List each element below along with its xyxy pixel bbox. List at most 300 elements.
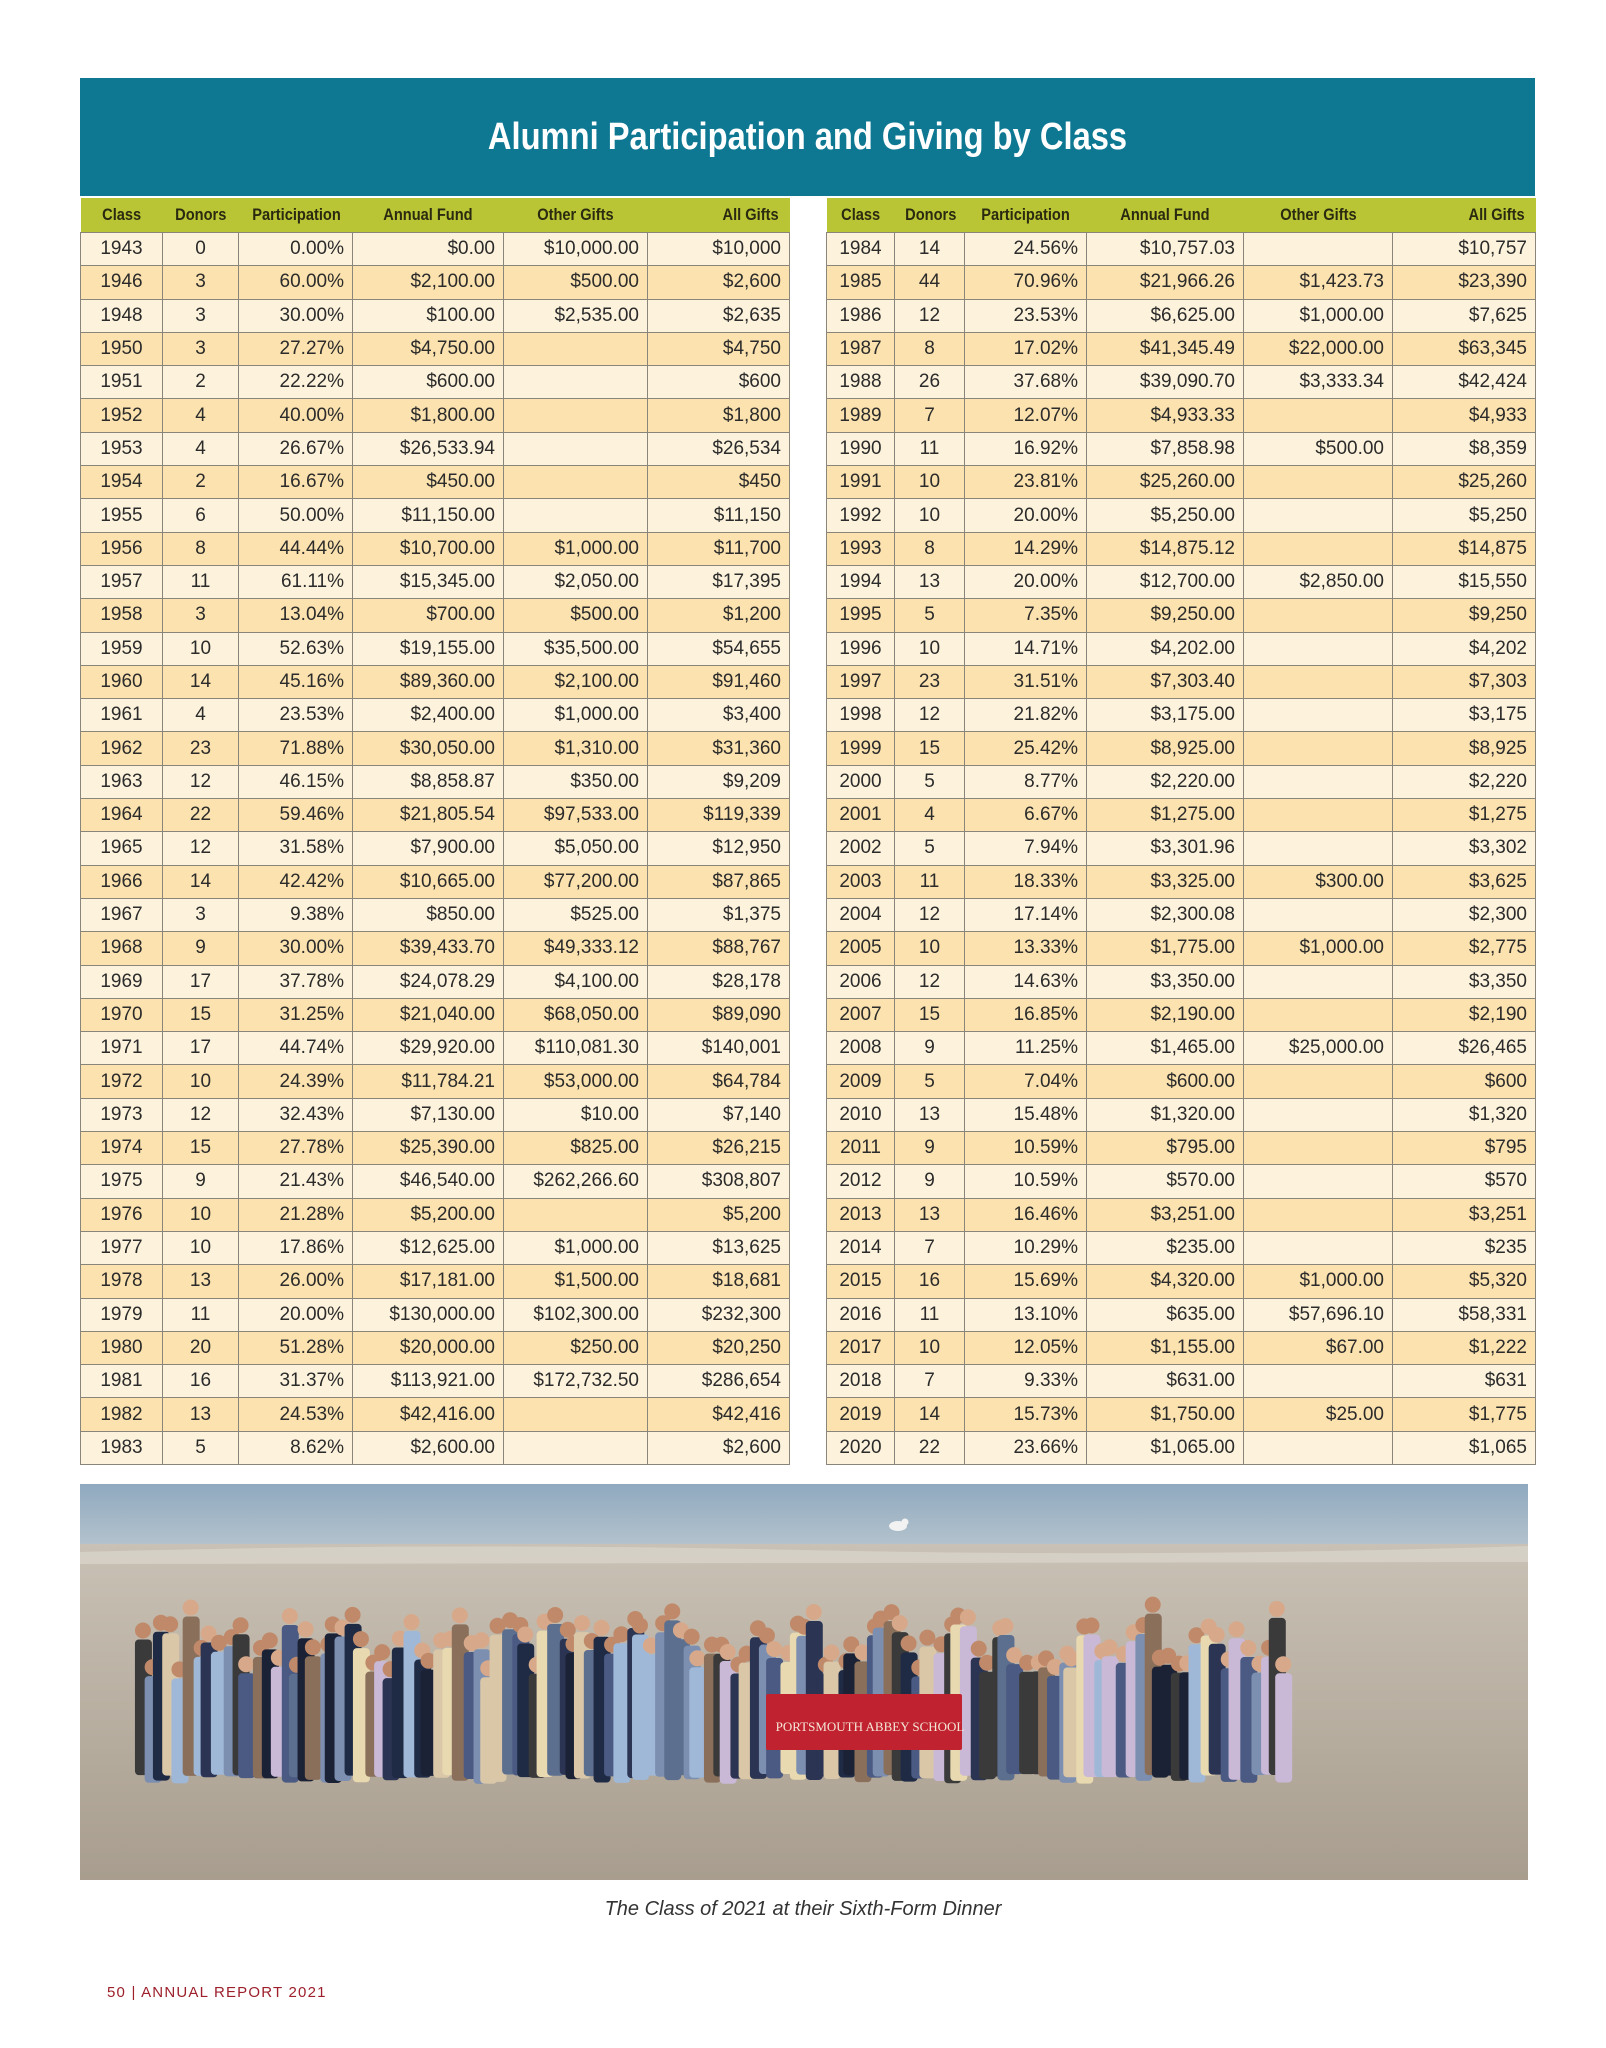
cell-class: 2005 xyxy=(827,932,895,965)
cell-class: 1973 xyxy=(81,1098,163,1131)
person-head xyxy=(345,1607,361,1623)
cell-other-gifts: $53,000.00 xyxy=(504,1065,648,1098)
cell-class: 2011 xyxy=(827,1132,895,1165)
cell-donors: 9 xyxy=(163,1165,239,1198)
person-head xyxy=(632,1617,648,1633)
cell-participation: 12.07% xyxy=(965,399,1087,432)
table-row xyxy=(81,432,790,465)
table-row xyxy=(827,1265,1536,1298)
cell-class: 2008 xyxy=(827,1032,895,1065)
cell-donors: 10 xyxy=(163,1065,239,1098)
cell-all-gifts: $5,250 xyxy=(1393,499,1536,532)
cell-participation: 21.28% xyxy=(239,1198,353,1231)
cell-donors: 5 xyxy=(895,1065,965,1098)
cell-class: 1959 xyxy=(81,632,163,665)
cell-annual-fund: $2,300.08 xyxy=(1087,898,1244,931)
cell-donors: 11 xyxy=(163,565,239,598)
cell-participation: 71.88% xyxy=(239,732,353,765)
cell-class: 1981 xyxy=(81,1365,163,1398)
cell-participation: 0.00% xyxy=(239,233,353,266)
cell-annual-fund: $4,750.00 xyxy=(353,332,504,365)
cell-class: 1969 xyxy=(81,965,163,998)
cell-participation: 23.66% xyxy=(965,1431,1087,1464)
cell-other-gifts: $3,333.34 xyxy=(1244,366,1393,399)
cell-participation: 10.59% xyxy=(965,1165,1087,1198)
cell-participation: 44.74% xyxy=(239,1032,353,1065)
column-header-other-gifts: Other Gifts xyxy=(504,198,648,233)
cell-all-gifts: $2,220 xyxy=(1393,765,1536,798)
cell-other-gifts: $49,333.12 xyxy=(504,932,648,965)
cell-other-gifts: $2,535.00 xyxy=(504,299,648,332)
cell-all-gifts: $286,654 xyxy=(648,1365,790,1398)
cell-annual-fund: $10,700.00 xyxy=(353,532,504,565)
table-row xyxy=(827,1098,1536,1131)
cell-class: 1979 xyxy=(81,1298,163,1331)
cell-annual-fund: $30,050.00 xyxy=(353,732,504,765)
person-head xyxy=(1240,1640,1256,1656)
cell-participation: 17.02% xyxy=(965,332,1087,365)
column-header-donors: Donors xyxy=(895,198,965,233)
cell-class: 1970 xyxy=(81,998,163,1031)
cell-all-gifts: $13,625 xyxy=(648,1231,790,1264)
cell-participation: 13.33% xyxy=(965,932,1087,965)
cell-class: 1972 xyxy=(81,1065,163,1098)
cell-all-gifts: $308,807 xyxy=(648,1165,790,1198)
cell-donors: 3 xyxy=(163,266,239,299)
cell-donors: 10 xyxy=(895,632,965,665)
cell-annual-fund: $700.00 xyxy=(353,599,504,632)
cell-all-gifts: $14,875 xyxy=(1393,532,1536,565)
table-row xyxy=(827,332,1536,365)
cell-donors: 16 xyxy=(163,1365,239,1398)
cell-all-gifts: $17,395 xyxy=(648,565,790,598)
cell-class: 1994 xyxy=(827,565,895,598)
cell-all-gifts: $7,140 xyxy=(648,1098,790,1131)
cell-participation: 23.81% xyxy=(965,466,1087,499)
person-head xyxy=(547,1607,563,1623)
cell-class: 1955 xyxy=(81,499,163,532)
cell-donors: 2 xyxy=(163,466,239,499)
column-header-other-gifts: Other Gifts xyxy=(1244,198,1393,233)
cell-donors: 12 xyxy=(895,965,965,998)
cell-class: 1968 xyxy=(81,932,163,965)
table-row xyxy=(827,765,1536,798)
table-row xyxy=(827,632,1536,665)
table-row xyxy=(81,1065,790,1098)
cell-other-gifts: $1,423.73 xyxy=(1244,266,1393,299)
cell-other-gifts xyxy=(1244,1065,1393,1098)
school-banner xyxy=(766,1694,964,1750)
cell-donors: 8 xyxy=(895,532,965,565)
cell-participation: 14.71% xyxy=(965,632,1087,665)
cell-other-gifts: $5,050.00 xyxy=(504,832,648,865)
cell-class: 1960 xyxy=(81,665,163,698)
cell-annual-fund: $0.00 xyxy=(353,233,504,266)
table-row xyxy=(81,1231,790,1264)
cell-other-gifts: $2,850.00 xyxy=(1244,565,1393,598)
cell-donors: 3 xyxy=(163,299,239,332)
cell-participation: 14.29% xyxy=(965,532,1087,565)
cell-donors: 23 xyxy=(895,665,965,698)
cell-other-gifts: $25.00 xyxy=(1244,1398,1393,1431)
cell-annual-fund: $1,775.00 xyxy=(1087,932,1244,965)
cell-all-gifts: $87,865 xyxy=(648,865,790,898)
cell-donors: 26 xyxy=(895,366,965,399)
cell-other-gifts: $1,000.00 xyxy=(1244,299,1393,332)
cell-class: 2015 xyxy=(827,1265,895,1298)
cell-participation: 9.38% xyxy=(239,898,353,931)
cell-annual-fund: $5,200.00 xyxy=(353,1198,504,1231)
cell-annual-fund: $21,966.26 xyxy=(1087,266,1244,299)
cell-class: 2012 xyxy=(827,1165,895,1198)
cell-class: 2003 xyxy=(827,865,895,898)
table-row xyxy=(827,1365,1536,1398)
cell-class: 1952 xyxy=(81,399,163,432)
page-footer: 50 | ANNUAL REPORT 2021 xyxy=(107,1984,327,2001)
cell-donors: 17 xyxy=(163,965,239,998)
cell-annual-fund: $795.00 xyxy=(1087,1132,1244,1165)
cell-other-gifts xyxy=(1244,233,1393,266)
cell-other-gifts xyxy=(1244,965,1393,998)
table-row xyxy=(81,998,790,1031)
cell-class: 2007 xyxy=(827,998,895,1031)
column-header-all-gifts: All Gifts xyxy=(1393,198,1536,233)
cell-class: 1946 xyxy=(81,266,163,299)
cell-all-gifts: $12,950 xyxy=(648,832,790,865)
cell-annual-fund: $8,925.00 xyxy=(1087,732,1244,765)
cell-all-gifts: $91,460 xyxy=(648,665,790,698)
cell-other-gifts xyxy=(1244,1231,1393,1264)
cell-participation: 10.29% xyxy=(965,1231,1087,1264)
person-head xyxy=(1209,1627,1225,1643)
cell-all-gifts: $600 xyxy=(648,366,790,399)
cell-all-gifts: $631 xyxy=(1393,1365,1536,1398)
cell-participation: 46.15% xyxy=(239,765,353,798)
person-head xyxy=(473,1632,489,1648)
cell-other-gifts: $250.00 xyxy=(504,1331,648,1364)
table-row xyxy=(81,1331,790,1364)
cell-class: 1978 xyxy=(81,1265,163,1298)
cell-other-gifts xyxy=(504,432,648,465)
cell-all-gifts: $9,209 xyxy=(648,765,790,798)
person-head xyxy=(1269,1601,1285,1617)
cell-other-gifts xyxy=(504,1198,648,1231)
cell-other-gifts xyxy=(1244,532,1393,565)
cell-annual-fund: $2,190.00 xyxy=(1087,998,1244,1031)
table-row xyxy=(827,665,1536,698)
cell-donors: 17 xyxy=(163,1032,239,1065)
person-head xyxy=(720,1644,736,1660)
cell-donors: 12 xyxy=(163,832,239,865)
cell-donors: 15 xyxy=(895,732,965,765)
cell-annual-fund: $25,260.00 xyxy=(1087,466,1244,499)
cell-annual-fund: $4,202.00 xyxy=(1087,632,1244,665)
cell-other-gifts xyxy=(504,399,648,432)
cell-annual-fund: $4,320.00 xyxy=(1087,1265,1244,1298)
cell-class: 1999 xyxy=(827,732,895,765)
cell-other-gifts xyxy=(1244,898,1393,931)
beach-group-photo xyxy=(80,1484,1528,1880)
cell-all-gifts: $2,635 xyxy=(648,299,790,332)
cell-class: 1956 xyxy=(81,532,163,565)
table-row xyxy=(827,399,1536,432)
cell-participation: 20.00% xyxy=(965,565,1087,598)
cell-other-gifts xyxy=(1244,1132,1393,1165)
cell-other-gifts: $2,050.00 xyxy=(504,565,648,598)
table-row xyxy=(827,233,1536,266)
cell-participation: 31.37% xyxy=(239,1365,353,1398)
cell-all-gifts: $89,090 xyxy=(648,998,790,1031)
cell-donors: 10 xyxy=(895,932,965,965)
photo-caption: The Class of 2021 at their Sixth-Form Dinner xyxy=(604,1898,1002,1920)
cell-annual-fund: $24,078.29 xyxy=(353,965,504,998)
person-head xyxy=(1229,1621,1245,1637)
cell-all-gifts: $1,275 xyxy=(1393,799,1536,832)
cell-other-gifts: $525.00 xyxy=(504,898,648,931)
cell-class: 1989 xyxy=(827,399,895,432)
cell-all-gifts: $2,775 xyxy=(1393,932,1536,965)
cell-donors: 7 xyxy=(895,399,965,432)
cell-class: 1971 xyxy=(81,1032,163,1065)
cell-class: 2018 xyxy=(827,1365,895,1398)
table-row xyxy=(81,299,790,332)
cell-participation: 31.51% xyxy=(965,665,1087,698)
cell-annual-fund: $631.00 xyxy=(1087,1365,1244,1398)
table-row xyxy=(81,932,790,965)
cell-donors: 15 xyxy=(163,1132,239,1165)
cell-annual-fund: $8,858.87 xyxy=(353,765,504,798)
cell-class: 1948 xyxy=(81,299,163,332)
table-row xyxy=(81,699,790,732)
person-head xyxy=(452,1607,468,1623)
cell-annual-fund: $12,700.00 xyxy=(1087,565,1244,598)
table-row xyxy=(81,865,790,898)
cell-annual-fund: $1,275.00 xyxy=(1087,799,1244,832)
column-header-participation: Participation xyxy=(965,198,1087,233)
table-row xyxy=(827,1165,1536,1198)
person-head xyxy=(298,1621,314,1637)
cell-annual-fund: $41,345.49 xyxy=(1087,332,1244,365)
cell-class: 1963 xyxy=(81,765,163,798)
cell-donors: 4 xyxy=(895,799,965,832)
cell-all-gifts: $2,600 xyxy=(648,1431,790,1464)
cell-all-gifts: $9,250 xyxy=(1393,599,1536,632)
cell-all-gifts: $5,200 xyxy=(648,1198,790,1231)
cell-participation: 40.00% xyxy=(239,399,353,432)
cell-annual-fund: $6,625.00 xyxy=(1087,299,1244,332)
cell-all-gifts: $795 xyxy=(1393,1132,1536,1165)
cell-class: 1992 xyxy=(827,499,895,532)
table-row xyxy=(827,898,1536,931)
column-header-participation: Participation xyxy=(239,198,353,233)
cell-participation: 24.53% xyxy=(239,1398,353,1431)
cell-other-gifts: $1,000.00 xyxy=(504,699,648,732)
cell-class: 1964 xyxy=(81,799,163,832)
cell-all-gifts: $232,300 xyxy=(648,1298,790,1331)
cell-donors: 12 xyxy=(163,1098,239,1131)
cell-donors: 10 xyxy=(163,1231,239,1264)
cell-annual-fund: $19,155.00 xyxy=(353,632,504,665)
cell-class: 1997 xyxy=(827,665,895,698)
table-row xyxy=(81,366,790,399)
person-head xyxy=(162,1616,178,1632)
cell-annual-fund: $12,625.00 xyxy=(353,1231,504,1264)
cell-other-gifts: $500.00 xyxy=(1244,432,1393,465)
cell-annual-fund: $100.00 xyxy=(353,299,504,332)
cell-participation: 21.82% xyxy=(965,699,1087,732)
cell-donors: 10 xyxy=(163,1198,239,1231)
cell-annual-fund: $29,920.00 xyxy=(353,1032,504,1065)
person-head xyxy=(517,1626,533,1642)
cell-annual-fund: $14,875.12 xyxy=(1087,532,1244,565)
cell-participation: 15.69% xyxy=(965,1265,1087,1298)
cell-all-gifts: $1,320 xyxy=(1393,1098,1536,1131)
table-row xyxy=(81,332,790,365)
table-row xyxy=(81,1032,790,1065)
table-row xyxy=(81,532,790,565)
cell-participation: 9.33% xyxy=(965,1365,1087,1398)
cell-participation: 16.46% xyxy=(965,1198,1087,1231)
cell-other-gifts: $500.00 xyxy=(504,266,648,299)
cell-other-gifts: $102,300.00 xyxy=(504,1298,648,1331)
cell-all-gifts: $450 xyxy=(648,466,790,499)
cell-all-gifts: $1,222 xyxy=(1393,1331,1536,1364)
cell-class: 1985 xyxy=(827,266,895,299)
cell-annual-fund: $9,250.00 xyxy=(1087,599,1244,632)
cell-participation: 11.25% xyxy=(965,1032,1087,1065)
cell-annual-fund: $2,400.00 xyxy=(353,699,504,732)
cell-other-gifts: $67.00 xyxy=(1244,1331,1393,1364)
cell-annual-fund: $7,858.98 xyxy=(1087,432,1244,465)
cell-other-gifts: $110,081.30 xyxy=(504,1032,648,1065)
cell-class: 1995 xyxy=(827,599,895,632)
table-row xyxy=(827,366,1536,399)
cell-participation: 30.00% xyxy=(239,932,353,965)
cell-donors: 10 xyxy=(895,1331,965,1364)
cell-participation: 7.35% xyxy=(965,599,1087,632)
cell-class: 1986 xyxy=(827,299,895,332)
cell-participation: 37.78% xyxy=(239,965,353,998)
person-head xyxy=(971,1641,987,1657)
table-row xyxy=(827,1398,1536,1431)
cell-participation: 17.14% xyxy=(965,898,1087,931)
cell-other-gifts: $1,000.00 xyxy=(504,532,648,565)
cell-donors: 4 xyxy=(163,432,239,465)
cell-participation: 10.59% xyxy=(965,1132,1087,1165)
cell-participation: 50.00% xyxy=(239,499,353,532)
cell-annual-fund: $600.00 xyxy=(1087,1065,1244,1098)
cell-participation: 15.48% xyxy=(965,1098,1087,1131)
cell-class: 1974 xyxy=(81,1132,163,1165)
person-head xyxy=(262,1632,278,1648)
cell-donors: 11 xyxy=(895,432,965,465)
cell-other-gifts: $25,000.00 xyxy=(1244,1032,1393,1065)
cell-participation: 37.68% xyxy=(965,366,1087,399)
cell-annual-fund: $130,000.00 xyxy=(353,1298,504,1331)
table-row xyxy=(81,565,790,598)
cell-annual-fund: $10,757.03 xyxy=(1087,233,1244,266)
table-row xyxy=(81,1132,790,1165)
cell-class: 1982 xyxy=(81,1398,163,1431)
cell-participation: 32.43% xyxy=(239,1098,353,1131)
cell-donors: 11 xyxy=(895,865,965,898)
cell-class: 2014 xyxy=(827,1231,895,1264)
cell-class: 1965 xyxy=(81,832,163,865)
cell-other-gifts xyxy=(1244,1365,1393,1398)
cell-other-gifts: $10,000.00 xyxy=(504,233,648,266)
person-silhouette xyxy=(1275,1673,1292,1782)
person-head xyxy=(664,1603,680,1619)
cell-annual-fund: $89,360.00 xyxy=(353,665,504,698)
cell-other-gifts: $350.00 xyxy=(504,765,648,798)
table-row xyxy=(81,599,790,632)
cell-participation: 15.73% xyxy=(965,1398,1087,1431)
table-row xyxy=(81,1165,790,1198)
person-head xyxy=(560,1622,576,1638)
table-header xyxy=(81,198,790,233)
cell-class: 1957 xyxy=(81,565,163,598)
cell-all-gifts: $1,800 xyxy=(648,399,790,432)
cell-donors: 23 xyxy=(163,732,239,765)
cell-donors: 15 xyxy=(163,998,239,1031)
cell-annual-fund: $21,805.54 xyxy=(353,799,504,832)
cell-donors: 13 xyxy=(163,1265,239,1298)
cell-donors: 13 xyxy=(895,1098,965,1131)
cell-annual-fund: $635.00 xyxy=(1087,1298,1244,1331)
person-head xyxy=(135,1623,151,1639)
cell-all-gifts: $3,302 xyxy=(1393,832,1536,865)
cell-class: 2013 xyxy=(827,1198,895,1231)
cell-annual-fund: $15,345.00 xyxy=(353,565,504,598)
table-row xyxy=(827,565,1536,598)
cell-other-gifts: $262,266.60 xyxy=(504,1165,648,1198)
cell-participation: 24.56% xyxy=(965,233,1087,266)
cell-other-gifts xyxy=(1244,1165,1393,1198)
cell-donors: 0 xyxy=(163,233,239,266)
cell-all-gifts: $26,534 xyxy=(648,432,790,465)
cell-participation: 12.05% xyxy=(965,1331,1087,1364)
cell-all-gifts: $4,202 xyxy=(1393,632,1536,665)
cell-other-gifts xyxy=(504,1398,648,1431)
cell-participation: 51.28% xyxy=(239,1331,353,1364)
cell-class: 1975 xyxy=(81,1165,163,1198)
cell-class: 1993 xyxy=(827,532,895,565)
person-head xyxy=(282,1608,298,1624)
cell-all-gifts: $88,767 xyxy=(648,932,790,965)
cell-donors: 3 xyxy=(163,898,239,931)
cell-donors: 22 xyxy=(163,799,239,832)
column-header-annual-fund: Annual Fund xyxy=(1087,198,1244,233)
cell-all-gifts: $7,625 xyxy=(1393,299,1536,332)
cell-donors: 4 xyxy=(163,399,239,432)
person-head xyxy=(689,1650,705,1666)
cell-annual-fund: $21,040.00 xyxy=(353,998,504,1031)
cell-all-gifts: $58,331 xyxy=(1393,1298,1536,1331)
table-body xyxy=(81,233,790,1465)
cell-class: 1951 xyxy=(81,366,163,399)
table-row xyxy=(81,799,790,832)
table-body xyxy=(827,233,1536,1465)
person-head xyxy=(404,1614,420,1630)
cell-annual-fund: $7,130.00 xyxy=(353,1098,504,1131)
cell-all-gifts: $3,400 xyxy=(648,699,790,732)
cell-annual-fund: $450.00 xyxy=(353,466,504,499)
cell-all-gifts: $119,339 xyxy=(648,799,790,832)
cell-participation: 59.46% xyxy=(239,799,353,832)
cell-donors: 16 xyxy=(895,1265,965,1298)
cell-other-gifts xyxy=(1244,732,1393,765)
table-row xyxy=(827,499,1536,532)
